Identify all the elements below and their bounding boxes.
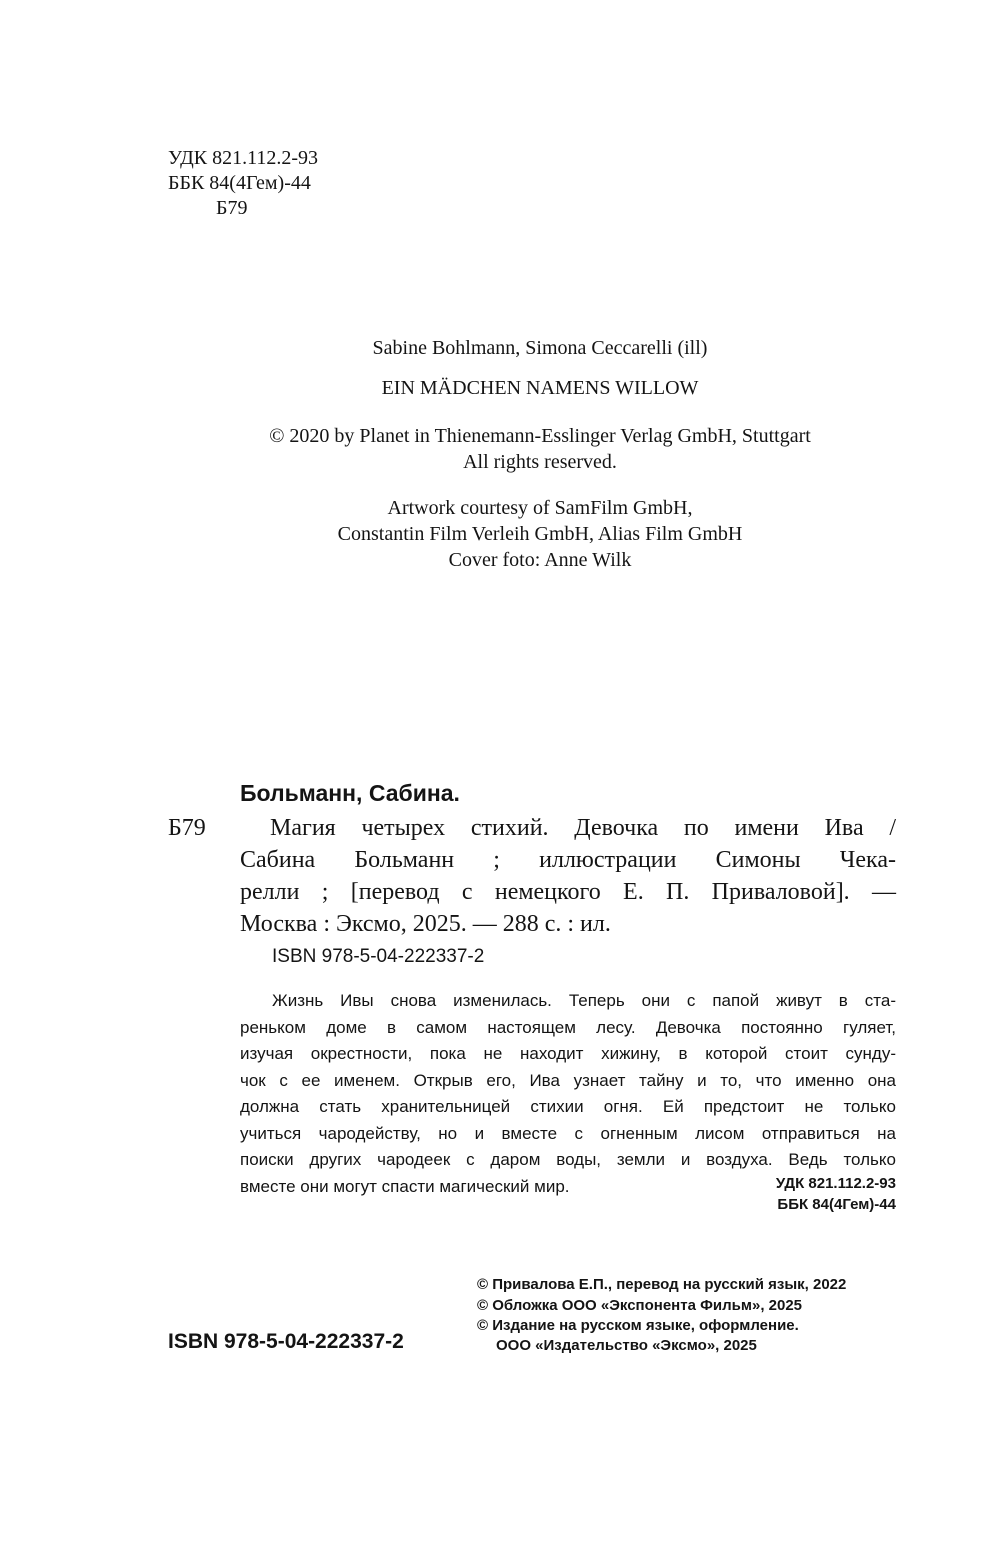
original-authors: Sabine Bohlmann, Simona Ceccarelli (ill)	[372, 337, 708, 359]
cover-credit: Cover foto: Anne Wilk	[448, 549, 632, 571]
annotation-line-7: поиски других чародеек с даром воды, земли и воздуха. Ведь только	[240, 1150, 896, 1169]
annotation-line-1: Жизнь Ивы снова изменилась. Теперь они с папой живут в ста-	[272, 991, 896, 1010]
udk-top: УДК 821.112.2-93	[168, 147, 319, 169]
annotation-line-6: учиться чародейству, но и вместе с огненным лисом отправиться на	[240, 1123, 896, 1143]
bib-line-1: Магия четырех стихий. Девочка по имени Ива /	[270, 815, 896, 841]
annotation-line-5: должна стать хранительницей стихии огня. Ей предстоит не только	[240, 1097, 896, 1116]
annotation-line-3: изучая окрестности, пока не находит хижину, в которой стоит сунду-	[240, 1044, 896, 1063]
bib-isbn: ISBN 978-5-04-222337-2	[272, 946, 485, 967]
copyright-publisher: ООО «Издательство «Эксмо», 2025	[496, 1337, 757, 1354]
original-title: EIN MÄDCHEN NAMENS WILLOW	[381, 377, 699, 399]
annotation	[240, 988, 896, 1200]
bib-line-3: релли ; [перевод с немецкого Е. П. Приваловой]. —	[240, 879, 896, 905]
bib-author: Больманн, Сабина.	[240, 780, 460, 806]
bib-line-4: Москва : Эксмо, 2025. — 288 с. : ил.	[240, 911, 611, 937]
isbn-main: ISBN 978-5-04-222337-2	[168, 1330, 404, 1353]
bbk-bottom: ББК 84(4Гем)-44	[777, 1196, 896, 1213]
original-rights: All rights reserved.	[463, 451, 617, 473]
bbk-top: ББК 84(4Гем)-44	[168, 172, 311, 194]
annotation-line-4: чок с ее именем. Открыв его, Ива узнает тайну и то, что именно она	[240, 1070, 896, 1090]
original-copyright: © 2020 by Planet in Thienemann-Esslinger Verlag GmbH, Stuttgart	[269, 425, 811, 447]
bib-line-2: Сабина Больманн ; иллюстрации Симоны Чека-	[240, 847, 896, 873]
copyright-edition: © Издание на русском языке, оформление.	[477, 1317, 799, 1334]
annotation-line-8: вместе они могут спасти магический мир.	[240, 1176, 570, 1196]
udk-bottom: УДК 821.112.2-93	[775, 1175, 896, 1192]
copyright-translation: © Привалова Е.П., перевод на русский язык, 2022	[477, 1276, 847, 1293]
bib-code: Б79	[168, 815, 206, 841]
annotation-line-2: реньком доме в самом настоящем лесу. Девочка постоянно гуляет,	[240, 1017, 896, 1037]
artwork-credit-2: Constantin Film Verleih GmbH, Alias Film GmbH	[337, 523, 743, 545]
copyright-cover: © Обложка ООО «Экспонента Фильм», 2025	[477, 1297, 803, 1314]
author-code-top: Б79	[216, 197, 248, 219]
artwork-credit-1: Artwork courtesy of SamFilm GmbH,	[387, 497, 693, 519]
